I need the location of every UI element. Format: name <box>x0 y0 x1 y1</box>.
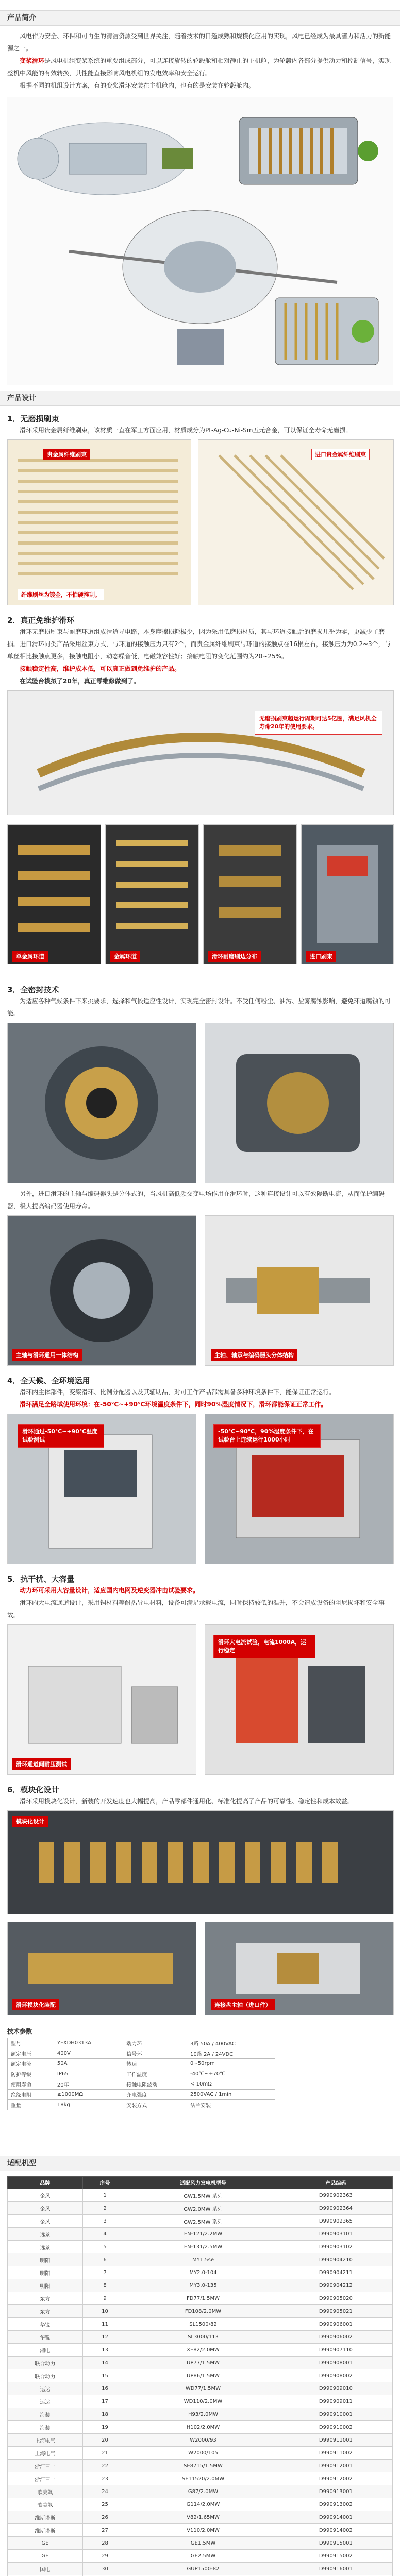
table-cell: SL1500/82 <box>127 2318 279 2331</box>
table-row <box>8 2421 393 2434</box>
table-cell: G114/2.0MW <box>127 2498 279 2511</box>
s2-photo-b <box>105 824 199 964</box>
table-cell: D990902365 <box>279 2215 392 2228</box>
table-cell: 运达 <box>8 2382 83 2395</box>
table-cell: 25 <box>82 2498 127 2511</box>
s5-callout-1: 滑环通道间耐压测试 <box>12 1758 71 1770</box>
table-row <box>8 2331 393 2344</box>
spec-row <box>8 2038 275 2048</box>
table-cell: H93/2.0MW <box>127 2408 279 2421</box>
table-cell: D990905021 <box>279 2305 392 2318</box>
table-cell: 26 <box>82 2511 127 2524</box>
table-cell: 华锐 <box>8 2318 83 2331</box>
table-cell: D990913001 <box>279 2485 392 2498</box>
table-row <box>8 2408 393 2421</box>
s1-callout-0: 贵金属纤维刷束 <box>43 449 90 460</box>
table-cell: 29 <box>82 2550 127 2563</box>
table-cell: 18 <box>82 2408 127 2421</box>
table-cell: 12 <box>82 2331 127 2344</box>
s2-callout-3: 滑环耐磨刷边分布 <box>208 951 261 962</box>
s1-title: 1．无磨损刷束 <box>7 414 59 423</box>
table-cell: WD110/2.0MW <box>127 2395 279 2408</box>
intro-para-1: 风电作为安全、环保和可再生的清洁资源受到世界关注，随着技术的日趋成熟和规模化应用的实现，风电已经成为最具潜力和活力的新能源之一。 <box>7 32 391 52</box>
table-cell: WD77/1.5MW <box>127 2382 279 2395</box>
table-cell: 5 <box>82 2241 127 2253</box>
table-cell: D990915002 <box>279 2550 392 2563</box>
table-cell: 9 <box>82 2292 127 2305</box>
table-row <box>8 2472 393 2485</box>
table-row <box>8 2460 393 2472</box>
table-cell: D990910002 <box>279 2421 392 2434</box>
table-row <box>8 2266 393 2279</box>
table-cell: 浙江三一 <box>8 2472 83 2485</box>
table-cell: 海装 <box>8 2408 83 2421</box>
s3-title: 3．全密封技术 <box>7 985 59 994</box>
table-row <box>8 2292 393 2305</box>
table-cell: 明阳 <box>8 2253 83 2266</box>
table-row <box>8 2395 393 2408</box>
table-cell: 明阳 <box>8 2266 83 2279</box>
table-cell: SE11520/2.0MW <box>127 2472 279 2485</box>
s1-figure <box>7 439 393 609</box>
table-cell: 21 <box>82 2447 127 2460</box>
table-cell: MY3.0-135 <box>127 2279 279 2292</box>
spec-cell: 18kg <box>54 2100 123 2110</box>
s5-para-2: 滑环内大电流通道设计，采用铜材料等耐热导电材料，设备可满足承载电流，同时保持较低的温升，不会造成设备的阻尼损坏和安全事故。 <box>7 1599 385 1619</box>
table-cell: SE8715/1.5MW <box>127 2460 279 2472</box>
table-cell: D990906001 <box>279 2318 392 2331</box>
table-cell: D990905020 <box>279 2292 392 2305</box>
table-cell: D990903101 <box>279 2228 392 2241</box>
table-cell: 17 <box>82 2395 127 2408</box>
intro-para-2 <box>7 55 393 79</box>
table-cell: GE <box>8 2537 83 2550</box>
table-cell: D990915001 <box>279 2537 392 2550</box>
table-row <box>8 2189 393 2202</box>
table-cell: W2000/93 <box>127 2434 279 2447</box>
table-cell: D990909011 <box>279 2395 392 2408</box>
table-row <box>8 2447 393 2460</box>
s5-title: 5．抗干扰、大容量 <box>7 1574 75 1584</box>
table-cell: 金风 <box>8 2215 83 2228</box>
table-cell: 22 <box>82 2460 127 2472</box>
spec-cell: 10路 2A / 24VDC <box>187 2048 275 2059</box>
table-cell: SL3000/113 <box>127 2331 279 2344</box>
table-cell: GE <box>8 2550 83 2563</box>
table-cell: 运达 <box>8 2395 83 2408</box>
s3-photo-c <box>7 1215 196 1366</box>
table-cell: D990902363 <box>279 2189 392 2202</box>
models-table <box>7 2176 393 2576</box>
table-cell: 13 <box>82 2344 127 2357</box>
table-cell: 远景 <box>8 2241 83 2253</box>
table-cell: GE2.5MW <box>127 2550 279 2563</box>
table-cell: 浙江三一 <box>8 2460 83 2472</box>
spec-cell: 3路 50A / 400VAC <box>187 2038 275 2048</box>
s3-para-1: 为适应各种气候条件下来挑要求，选择和气候适应性设计，实现完全密封设计。不受任何粉尘、油污、盐雾腐蚀影响，避免环道腐蚀的可能。 <box>7 997 391 1017</box>
table-row <box>8 2253 393 2266</box>
s3-figure-1 <box>7 1023 393 1188</box>
intro-header: 产品简介 <box>0 10 400 26</box>
table-cell: 27 <box>82 2524 127 2537</box>
table-cell: 歌美飒 <box>8 2498 83 2511</box>
s6-figure-1 <box>7 1810 393 1919</box>
table-cell: H102/2.0MW <box>127 2421 279 2434</box>
s1-para: 滑环采用贵金属纤维刷束，该材质一直在军工方面应用，材质成分为Pt-Ag-Cu-Ni-Sm五元合金，可以保证全寿命无磨损。 <box>20 427 352 434</box>
table-cell: V110/2.0MW <box>127 2524 279 2537</box>
table-cell: 联合动力 <box>8 2369 83 2382</box>
spec-cell: 20年 <box>54 2079 123 2090</box>
spec-cell: 介电强度 <box>123 2090 187 2100</box>
table-cell: D990913002 <box>279 2498 392 2511</box>
table-row <box>8 2382 393 2395</box>
table-cell: 海装 <box>8 2421 83 2434</box>
table-cell: 7 <box>82 2266 127 2279</box>
table-cell: D990914001 <box>279 2511 392 2524</box>
table-cell: 10 <box>82 2305 127 2318</box>
table-cell: MY2.0-104 <box>127 2266 279 2279</box>
table-cell: 歌美飒 <box>8 2485 83 2498</box>
s6-photo-top <box>7 1810 394 1914</box>
s5-figure <box>7 1624 393 1779</box>
models-column-header: 产品编码 <box>279 2177 392 2189</box>
table-cell: D990908002 <box>279 2369 392 2382</box>
table-cell: D990906002 <box>279 2331 392 2344</box>
table-cell: GW2.5MW 系列 <box>127 2215 279 2228</box>
table-row <box>8 2537 393 2550</box>
s5-callout-0: 滑环大电流试验，电流1000A，运行稳定 <box>213 1635 315 1658</box>
s6-callout-2: 连接盘主轴（进口件） <box>211 1999 275 2010</box>
design-header: 产品设计 <box>0 391 400 406</box>
table-cell: 远景 <box>8 2228 83 2241</box>
s1-callout-2: 进口贵金属纤维刷束 <box>311 449 370 460</box>
s2-photo-top <box>7 690 394 815</box>
table-cell: GW2.0MW 系列 <box>127 2202 279 2215</box>
table-cell: 4 <box>82 2228 127 2241</box>
table-cell: 6 <box>82 2253 127 2266</box>
s6-para: 滑环采用模块化设计，新装的开发速度也大幅提高，产品零部件通用化、标准化提高了产品的可靠性、稳定性和成本效益。 <box>20 1798 354 1805</box>
spec-cell: 0~50rpm <box>187 2059 275 2069</box>
table-row <box>8 2202 393 2215</box>
table-cell: GW1.5MW 系列 <box>127 2189 279 2202</box>
table-row <box>8 2511 393 2524</box>
table-row <box>8 2215 393 2228</box>
table-cell: D990908001 <box>279 2357 392 2369</box>
table-cell: UP86/1.5MW <box>127 2369 279 2382</box>
spec-cell: 动力环 <box>123 2038 187 2048</box>
spec-row <box>8 2090 275 2100</box>
intro-para-2-rest: 是风电机组变桨系统的重要组成部分，可以连接旋转的轮毂舱和相对静止的主机舱，为轮毂内各部分提供动力和控制信号，实现整机中风能的有效转换，其性能直接影响风电机组的发电效率和安全运行。 <box>7 57 391 77</box>
spec-cell: 安装方式 <box>123 2100 187 2110</box>
models-column-header: 品牌 <box>8 2177 83 2189</box>
table-row <box>8 2305 393 2318</box>
table-cell: 8 <box>82 2279 127 2292</box>
spec-row <box>8 2100 275 2110</box>
s2-red: 接触稳定性高，维护成本低，可以真正做到免维护的产品。 <box>20 665 181 672</box>
s3-callout-0: 主轴与滑环通用一体结构 <box>12 1349 82 1361</box>
intro-para-3: 根据不同的机组设计方案，有的变桨滑环安装在主机舱内，也有的是安装在轮毂舱内。 <box>20 82 255 89</box>
s5-photo-a <box>7 1624 196 1775</box>
s2-callout-0: 无磨损刷束超运行周期可达5亿圈，满足风机全寿命20年的使用要求。 <box>255 711 382 735</box>
spec-cell: 接触电阻波动 <box>123 2079 187 2090</box>
table-cell: W2000/105 <box>127 2447 279 2460</box>
table-cell: XE82/2.0MW <box>127 2344 279 2357</box>
s3-para-2: 另外，进口滑环的主轴与编码器头是分体式的，当风机高低频交变电场作用在滑环时，这种连接设计可以有效隔断电流，从而保护编码器，极大提高编码器使用寿命。 <box>7 1190 385 1210</box>
table-cell: 23 <box>82 2472 127 2485</box>
table-cell: V82/1.65MW <box>127 2511 279 2524</box>
table-cell: D990910001 <box>279 2408 392 2421</box>
table-cell: 15 <box>82 2369 127 2382</box>
table-row <box>8 2318 393 2331</box>
s2-callout-4: 进口刷束 <box>306 951 336 962</box>
table-row <box>8 2524 393 2537</box>
spec-title: 技术参数 <box>7 2028 32 2035</box>
table-cell: 国电 <box>8 2563 83 2575</box>
table-cell: 19 <box>82 2421 127 2434</box>
table-cell: UP77/1.5MW <box>127 2357 279 2369</box>
table-cell: 金风 <box>8 2202 83 2215</box>
spec-cell: 400V <box>54 2048 123 2059</box>
spec-cell: YFXDH0313A <box>54 2038 123 2048</box>
table-cell: 东方 <box>8 2292 83 2305</box>
s2-title: 2．真正免维护滑环 <box>7 616 75 625</box>
s3-photo-d <box>205 1215 394 1366</box>
table-row <box>8 2228 393 2241</box>
slip-ring-drawing <box>239 117 378 184</box>
table-cell: 维斯塔斯 <box>8 2524 83 2537</box>
table-cell: 上海电气 <box>8 2447 83 2460</box>
spec-cell: 使用寿命 <box>8 2079 54 2090</box>
spec-cell: ≥1000MΩ <box>54 2090 123 2100</box>
table-cell: 2 <box>82 2202 127 2215</box>
spec-cell: 额定电压 <box>8 2048 54 2059</box>
table-cell: D990904211 <box>279 2266 392 2279</box>
table-cell: 11 <box>82 2318 127 2331</box>
table-cell: D990914002 <box>279 2524 392 2537</box>
table-cell: D990907110 <box>279 2344 392 2357</box>
models-column-header: 适配风力发电机型号 <box>127 2177 279 2189</box>
spec-cell: 工作温度 <box>123 2069 187 2079</box>
table-cell: D990911001 <box>279 2434 392 2447</box>
s6-figure-2 <box>7 1922 393 2020</box>
s1-photo-rods <box>198 439 394 605</box>
table-cell: 24 <box>82 2485 127 2498</box>
s4-red: 滑环满足全路域使用环境：在-50℃~+90℃环境温度条件下，同时90%湿度情况下，滑环都能保证正常工作。 <box>20 1401 327 1408</box>
spec-cell: 额定电流 <box>8 2059 54 2069</box>
table-cell: D990912001 <box>279 2460 392 2472</box>
table-cell: 联合动力 <box>8 2357 83 2369</box>
slip-ring-detail-drawing <box>275 298 378 365</box>
s4-callout-1: -50℃~90℃，90%湿度条件下，在试验台上连续运行1000小时 <box>213 1424 321 1448</box>
table-cell: FD108/2.0MW <box>127 2305 279 2318</box>
s4-callout-0: 滑环通过-50℃~+90℃温度试验测试 <box>18 1424 104 1448</box>
spec-cell: -40℃~+70℃ <box>187 2069 275 2079</box>
table-cell: 16 <box>82 2382 127 2395</box>
s2-bold-sentence: 在试验台模拟了20年，真正零维修做到了。 <box>20 677 140 685</box>
table-cell: 金风 <box>8 2189 83 2202</box>
table-cell: EN-121/2.2MW <box>127 2228 279 2241</box>
table-cell: D990903102 <box>279 2241 392 2253</box>
table-cell: D990904210 <box>279 2253 392 2266</box>
table-row <box>8 2241 393 2253</box>
spec-cell: 信号环 <box>123 2048 187 2059</box>
spec-row <box>8 2048 275 2059</box>
s2-callout-1: 单金属环道 <box>12 951 48 962</box>
spec-cell: < 10mΩ <box>187 2079 275 2090</box>
table-cell: 华锐 <box>8 2331 83 2344</box>
s1-callout-1: 纤维刷丝为镀金，不怕硬挫刮。 <box>18 589 104 600</box>
table-cell: 上海电气 <box>8 2434 83 2447</box>
table-cell: D990911002 <box>279 2447 392 2460</box>
table-row <box>8 2434 393 2447</box>
s2-para: 滑环无磨损刷束与耐磨环道组成滑道导电路，本身摩擦损耗极少，因为采用低磨损材质，其与环道接触后的磨损几乎为零，更减少了磨损。进口滑环同类产品采用丝束方式，与环道的接触压力只有2个，而贵金属纤维刷束与环道的接触点在16根左右，接触压力为0.2~3个，与单丝相比接触点更多，接触电阻小，动态噪音低，电磁兼容性好；接触电阻的变化范围约为20~25%。 <box>7 628 391 660</box>
table-row <box>8 2563 393 2575</box>
s2-figure <box>7 690 393 979</box>
s2-photo-c <box>203 824 297 964</box>
s5-para-1: 动力环可采用大容量设计，适应国内电网及逆变器冲击试验要求。 <box>20 1587 199 1594</box>
table-cell: D990912002 <box>279 2472 392 2485</box>
s2-photo-d <box>301 824 394 964</box>
table-cell: 1 <box>82 2189 127 2202</box>
table-row <box>8 2344 393 2357</box>
spec-cell: 绝缘电阻 <box>8 2090 54 2100</box>
table-row <box>8 2550 393 2563</box>
spec-cell: 2500VAC / 1min <box>187 2090 275 2100</box>
table-row <box>8 2485 393 2498</box>
table-cell: 东方 <box>8 2305 83 2318</box>
s3-photo-b <box>205 1023 394 1183</box>
spec-row <box>8 2059 275 2069</box>
turbine-illustration <box>7 97 393 385</box>
table-cell: 14 <box>82 2357 127 2369</box>
spec-cell: 50A <box>54 2059 123 2069</box>
s4-figure <box>7 1414 393 1568</box>
s2-callout-2: 金属环道 <box>110 951 140 962</box>
table-cell: FD77/1.5MW <box>127 2292 279 2305</box>
table-cell: D990916001 <box>279 2563 392 2575</box>
s1-photo-brushes <box>7 439 191 605</box>
table-cell: 明阳 <box>8 2279 83 2292</box>
s4-title: 4．全天候、全环境运用 <box>7 1376 90 1385</box>
table-row <box>8 2498 393 2511</box>
spec-row <box>8 2069 275 2079</box>
spec-cell: 型号 <box>8 2038 54 2048</box>
models-column-header: 序号 <box>82 2177 127 2189</box>
s3-callout-1: 主轴、轴承与编码器头分体结构 <box>211 1349 297 1361</box>
spec-cell: 重量 <box>8 2100 54 2110</box>
s6-callout-0: 模块化设计 <box>12 1816 48 1827</box>
spec-cell: IP65 <box>54 2069 123 2079</box>
table-row <box>8 2369 393 2382</box>
spec-cell: 防护等级 <box>8 2069 54 2079</box>
table-cell: 30 <box>82 2563 127 2575</box>
table-cell: D990909010 <box>279 2382 392 2395</box>
intro-para-2-bold: 变桨滑环 <box>20 57 45 64</box>
table-cell: GE1.5MW <box>127 2537 279 2550</box>
spec-table <box>7 2038 275 2110</box>
intro-illustration <box>7 97 393 385</box>
spec-cell: 法兰安装 <box>187 2100 275 2110</box>
s3-figure-2 <box>7 1215 393 1370</box>
table-cell: 维斯塔斯 <box>8 2511 83 2524</box>
s6-callout-1: 滑环模块化装配 <box>12 1999 59 2010</box>
table-cell: G87/2.0MW <box>127 2485 279 2498</box>
table-cell: 湘电 <box>8 2344 83 2357</box>
table-cell: 28 <box>82 2537 127 2550</box>
table-cell: EN-131/2.5MW <box>127 2241 279 2253</box>
table-cell: MY1.5se <box>127 2253 279 2266</box>
table-cell: 20 <box>82 2434 127 2447</box>
s4-para-1: 滑环内主体部件，变桨滑环、比例分配器以及其辅助品，对可工作产品都需具备多种环境条件下，能保证正常运行。 <box>20 1388 336 1396</box>
models-header: 适配机型 <box>0 2156 400 2171</box>
table-cell: 3 <box>82 2215 127 2228</box>
table-row <box>8 2279 393 2292</box>
s2-photo-a <box>7 824 101 964</box>
table-cell: GUP1500-82 <box>127 2563 279 2575</box>
table-cell: D990902364 <box>279 2202 392 2215</box>
s6-title: 6．模块化设计 <box>7 1785 59 1794</box>
spec-section <box>7 2027 393 2145</box>
s3-photo-a <box>7 1023 196 1183</box>
spec-row <box>8 2079 275 2090</box>
spec-cell: 转速 <box>123 2059 187 2069</box>
table-row <box>8 2357 393 2369</box>
table-cell: D990904212 <box>279 2279 392 2292</box>
